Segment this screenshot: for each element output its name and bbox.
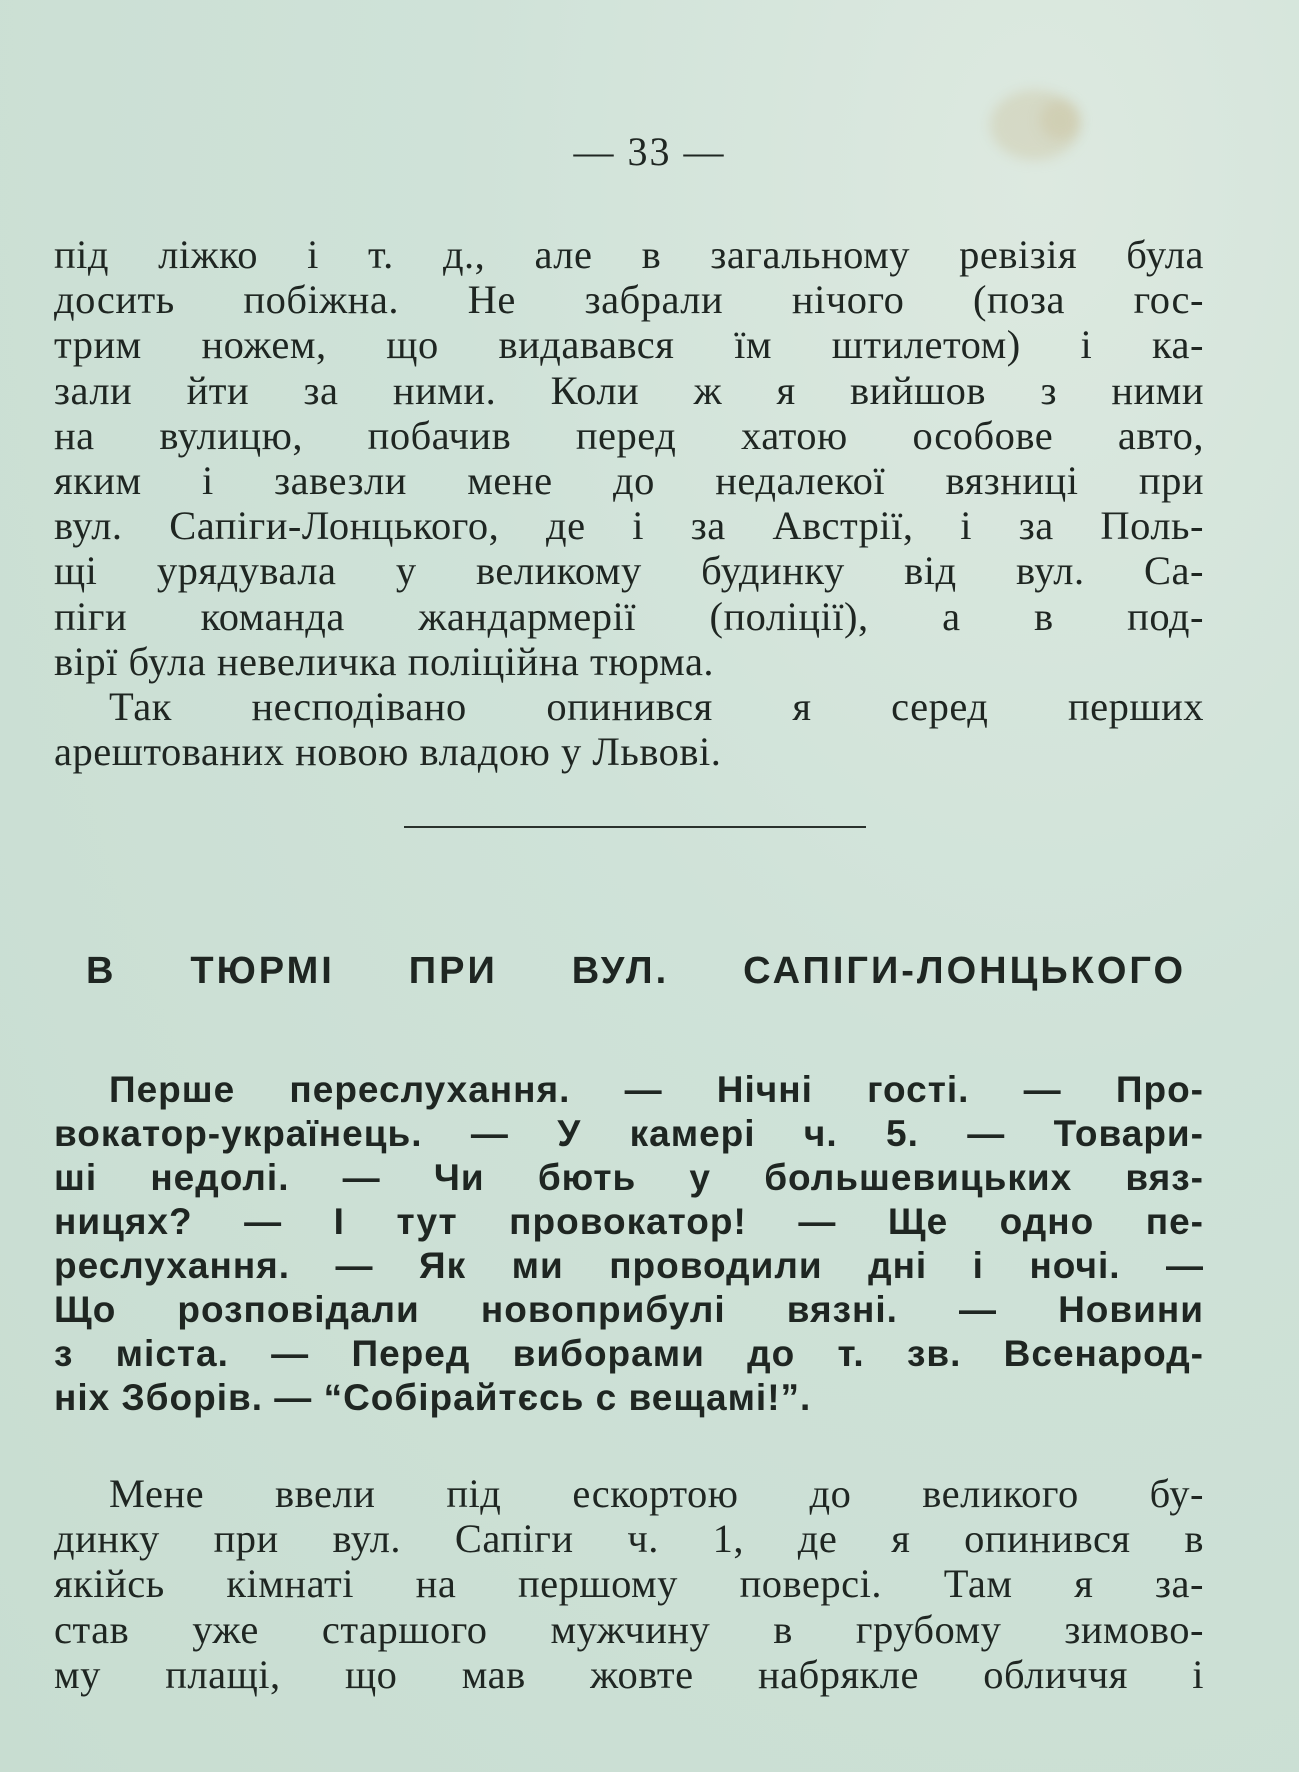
page-number: — 33 — (573, 129, 726, 174)
summary-line: Перше переслухання. — Нічні гості. — Про- (109, 1069, 1204, 1110)
paragraph-2 (54, 684, 1204, 774)
text-line: му плащі, що мав жовте набрякле обличчя і (54, 1651, 1204, 1697)
text-line: вірї була невеличка поліційна тюрма. (54, 638, 715, 684)
paragraph-3 (54, 1471, 1204, 1697)
text-line: під ліжко і т. д., але в загальному ревізія була (54, 232, 1204, 277)
summary-line: ші недолі. — Чи бють у большевицьких вяз- (54, 1157, 1204, 1198)
summary-line: з міста. — Перед виборами до т. зв. Всенарод- (54, 1333, 1204, 1374)
text-line: Мене ввели під ескортою до великого бу- (109, 1471, 1204, 1516)
text-line: став уже старшого мужчину в грубому зимово- (54, 1606, 1204, 1652)
text-line: Так несподівано опинився я серед перших (109, 684, 1204, 729)
chapter-summary (54, 1068, 1204, 1420)
text-line: піги команда жандармерії (поліції), а в под- (54, 593, 1204, 639)
text-line: досить побіжна. Не забрали нічого (поза гос- (54, 277, 1204, 323)
text-line: зали йти за ними. Коли ж я вийшов з ними (54, 367, 1204, 413)
summary-line: ницях? — І тут провокатор! — Ще одно пе- (54, 1201, 1204, 1242)
text-line: трим ножем, що видавався їм штилетом) і ка- (54, 322, 1204, 368)
summary-line: Що розповідали новоприбулі вязні. — Новини (54, 1289, 1204, 1330)
paragraph-1 (54, 232, 1204, 684)
text-line: динку при вул. Сапіги ч. 1, де я опинився в (54, 1516, 1204, 1562)
summary-line: вокатор-українець. — У камері ч. 5. — Товари- (54, 1113, 1204, 1154)
text-line: арештованих новою владою у Львові. (54, 729, 722, 775)
text-line: яким і завезли мене до недалекої вязниці при (54, 457, 1204, 503)
text-line: якійсь кімнаті на першому поверсі. Там я за- (54, 1561, 1204, 1607)
text-line: вул. Сапіги-Лонцького, де і за Австрії, і за Поль- (54, 503, 1204, 549)
summary-line: реслухання. — Як ми проводили дні і ночі. — (54, 1245, 1204, 1286)
text-line: на вулицю, побачив перед хатою особове авто, (54, 412, 1204, 458)
chapter-title: В ТЮРМІ ПРИ ВУЛ. САПІГИ-ЛОНЦЬКОГО (86, 950, 1186, 992)
section-divider (404, 826, 866, 828)
summary-line: ніх Зборів. — “Собірайтєсь с вещамі!”. (54, 1377, 812, 1418)
text-line: щі урядувала у великому будинку від вул. Са- (54, 548, 1204, 594)
